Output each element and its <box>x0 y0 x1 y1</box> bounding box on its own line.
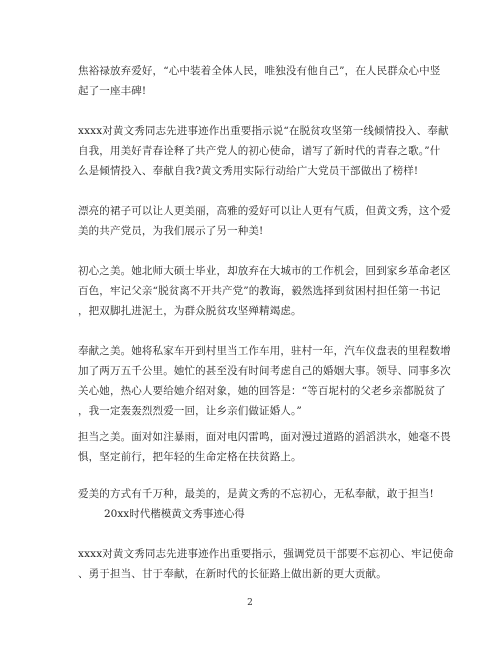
text-line: ，把双脚扎进泥土，为群众脱贫攻坚殚精竭虑。 <box>78 305 302 317</box>
paragraph-responsibility <box>78 427 451 467</box>
text-line: 担当之美。面对如注暴雨，面对电闪雷鸣，面对漫过道路的滔滔洪水，她毫不畏 <box>78 431 451 443</box>
paragraph-original-aspiration <box>78 261 451 321</box>
section-heading: 20xx时代楷模黄文秀事迹心得 <box>104 508 245 520</box>
text-line: 爱美的方式有千万种，最美的，是黄文秀的不忘初心，无私奉献，敢于担当! <box>78 488 434 500</box>
text-line: 美的共产党员，为我们展示了另一种美! <box>78 225 264 237</box>
text-line: xxxx对黄文秀同志先进事迹作出重要指示，强调党员干部要不忘初心、牢记使命 <box>78 548 454 560</box>
text-line: 、勇于担当、甘于奉献，在新时代的长征路上做出新的更大贡献。 <box>78 568 387 580</box>
text-line: 百色，牢记父亲“脱贫离不开共产党”的教诲，毅然选择到贫困村担任第一书记 <box>78 285 441 297</box>
paragraph-beauty <box>78 201 451 241</box>
paragraph-dedication <box>78 341 451 421</box>
text-line: 奉献之美。她将私家车开到村里当工作车用，驻村一年，汽车仪盘表的里程数增 <box>78 345 451 357</box>
paragraph-conclusion <box>78 484 434 504</box>
paragraph-jiao-yulu <box>78 61 441 101</box>
text-line: 漂亮的裙子可以让人更美丽，高雅的爱好可以让人更有气质，但黄文秀，这个爱 <box>78 205 451 217</box>
paragraph-instruction <box>78 121 449 181</box>
text-line: 起了一座丰碑! <box>78 85 147 97</box>
text-line: ，我一定轰轰烈烈爱一回，让乡亲们做证婚人。” <box>78 405 302 417</box>
text-line: 初心之美。她北师大硕士毕业，却放弃在大城市的工作机会，回到家乡革命老区 <box>78 265 451 277</box>
page-number: 2 <box>247 598 253 608</box>
text-line: 加了两万五千公里。她忙的甚至没有时间考虑自己的婚姻大事。领导、同事多次 <box>78 365 451 377</box>
text-line: xxxx对黄文秀同志先进事迹作出重要指示说“在脱贫攻坚第一线倾情投入、奉献 <box>78 125 449 137</box>
text-line: 关心她，热心人要给她介绍对象，她的回答是：“等百坭村的父老乡亲都脱贫了 <box>78 385 446 397</box>
text-line: 焦裕禄放弃爱好，“心中装着全体人民，唯独没有他自己”，在人民群众心中竖 <box>78 65 441 77</box>
paragraph-closing <box>78 544 454 584</box>
text-line: 自我，用美好青春诠释了共产党人的初心使命，谱写了新时代的青春之歌。”什 <box>78 145 441 157</box>
text-line: 么是倾情投入、奉献自我?黄文秀用实际行动给广大党员干部做出了榜样! <box>78 165 419 177</box>
text-line: 惧，坚定前行，把年轻的生命定格在扶贫路上。 <box>78 451 302 463</box>
